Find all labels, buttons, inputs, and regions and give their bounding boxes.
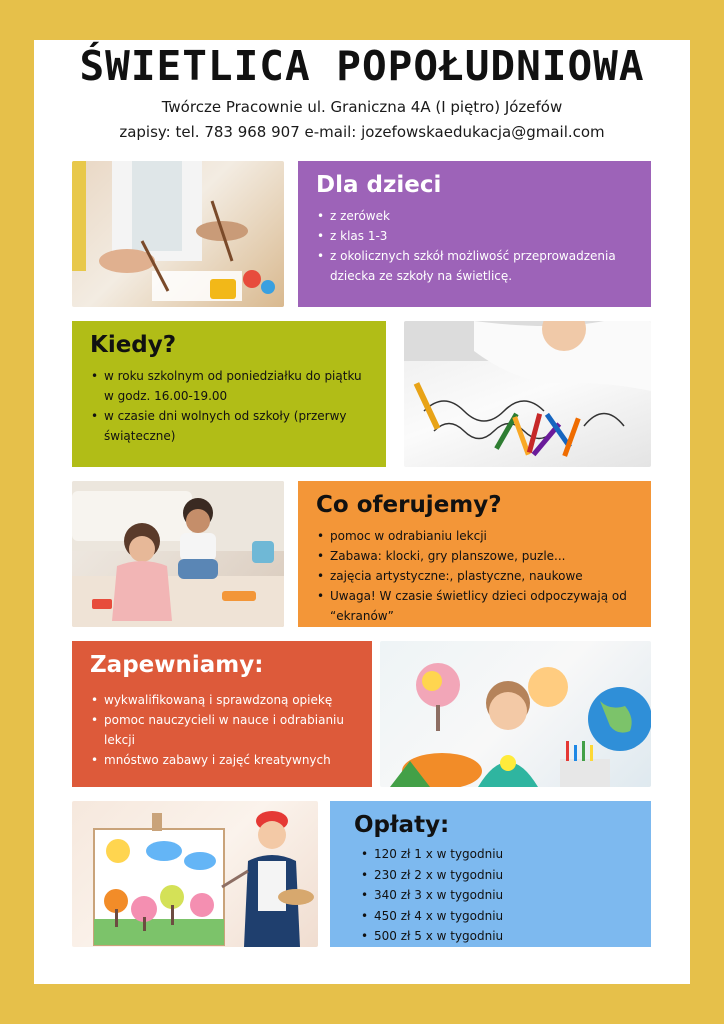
section-title: Co oferujemy? xyxy=(316,492,502,518)
contact-line: zapisy: tel. 783 968 907 e-mail: jozefowskaedukacja@gmail.com xyxy=(119,123,605,141)
section-title: Kiedy? xyxy=(90,332,177,358)
list-item: • pomoc nauczycieli w nauce i odrabianiu lekcji xyxy=(90,710,356,750)
list-item: • pomoc w odrabianiu lekcji xyxy=(316,526,635,546)
price-item: • 340 zł 3 x w tygodniu xyxy=(360,885,635,906)
section-dla-dzieci xyxy=(298,161,651,307)
poster-title: ŚWIETLICA POPOŁUDNIOWA xyxy=(79,42,645,90)
photo-kids-playing-floor xyxy=(72,481,284,627)
poster xyxy=(34,40,690,984)
list-item: • z zerówek xyxy=(316,206,635,226)
section-title: Zapewniamy: xyxy=(90,652,264,678)
photo-smiling-boy xyxy=(380,641,651,787)
price-item: • 230 zł 2 x w tygodniu xyxy=(360,865,635,886)
section-title: Dla dzieci xyxy=(316,172,442,198)
section-co-oferujemy xyxy=(298,481,651,627)
section-kiedy xyxy=(72,321,386,467)
list-item: • Uwaga! W czasie świetlicy dzieci odpoczywają od “ekranów” xyxy=(316,586,635,626)
photo-child-drawing-crayons xyxy=(404,321,651,467)
price-item: • 500 zł 5 x w tygodniu xyxy=(360,926,635,947)
list-item: • z klas 1-3 xyxy=(316,226,635,246)
photo-kids-painting xyxy=(72,161,284,307)
price-item: • 120 zł 1 x w tygodniu xyxy=(360,844,635,865)
list-item: • w czasie dni wolnych od szkoły (przerwy świąteczne) xyxy=(90,406,370,446)
list-item: • zajęcia artystyczne:, plastyczne, naukowe xyxy=(316,566,635,586)
address-line: Twórcze Pracownie ul. Graniczna 4A (I piętro) Józefów xyxy=(161,98,563,116)
section-title: Opłaty: xyxy=(354,812,450,838)
section-oplaty xyxy=(330,801,651,947)
list-item: • w roku szkolnym od poniedziałku do piątku w godz. 16.00-19.00 xyxy=(90,366,370,406)
list-item: • wykwalifikowaną i sprawdzoną opiekę xyxy=(90,690,356,710)
list-item: • z okolicznych szkół możliwość przeprowadzenia dziecka ze szkoły na świetlicę. xyxy=(316,246,635,286)
list-item: • mnóstwo zabawy i zajęć kreatywnych xyxy=(90,750,356,770)
list-item: • Zabawa: klocki, gry planszowe, puzle... xyxy=(316,546,635,566)
price-item: • 450 zł 4 x w tygodniu xyxy=(360,906,635,927)
photo-child-painting-easel xyxy=(72,801,318,947)
section-zapewniamy xyxy=(72,641,372,787)
